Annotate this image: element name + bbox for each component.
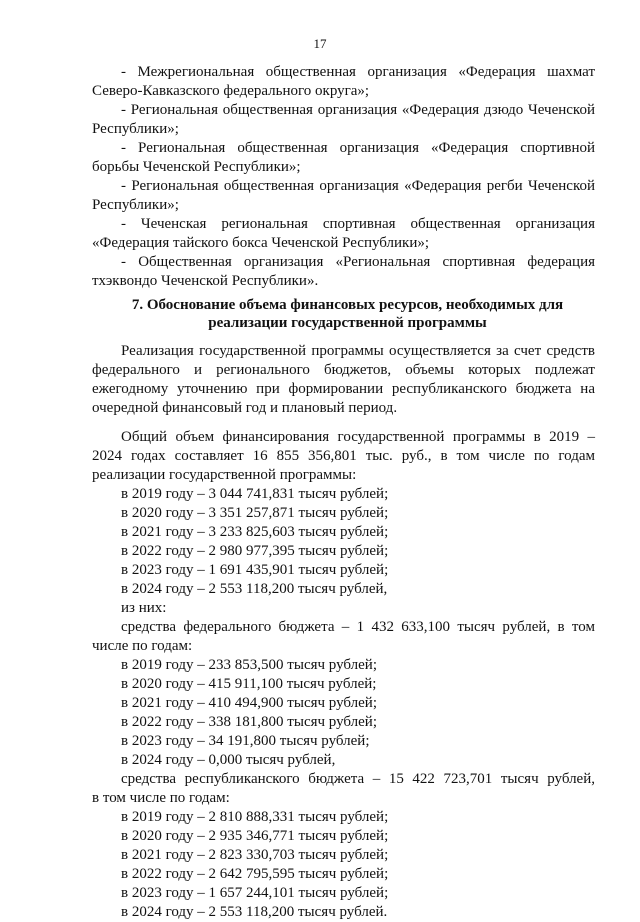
list-item: - Региональная общественная организация «Федерация дзюдо Чеченской <box>121 102 595 118</box>
federal-budget-intro <box>92 618 595 656</box>
list-item: в 2023 году – 34 191,800 тысяч рублей; <box>121 733 370 749</box>
paragraph-line: средства республиканского бюджета – 15 422 723,701 тысяч рублей, <box>121 771 595 787</box>
list-item: в 2019 году – 233 853,500 тысяч рублей; <box>121 657 377 673</box>
list-item: Республики»; <box>92 197 179 213</box>
list-item: в 2024 году – 0,000 тысяч рублей, <box>121 752 336 768</box>
list-item: - Общественная организация «Региональная спортивная федерация <box>121 254 595 270</box>
republic-budget-intro <box>92 770 595 808</box>
paragraph-line: федерального и регионального бюджетов, объемы которых подлежат <box>92 362 595 378</box>
section-heading-line: реализации государственной программы <box>208 315 487 331</box>
paragraph-line: в том числе по годам: <box>92 790 230 806</box>
paragraph-line: ежегодному уточнению при формировании республиканского бюджета на <box>92 381 595 397</box>
page-number: 17 <box>313 36 327 51</box>
section-heading <box>92 296 595 332</box>
paragraph-line: средства федерального бюджета – 1 432 633,100 тысяч рублей, в том <box>121 619 595 635</box>
list-item: в 2021 году – 410 494,900 тысяч рублей; <box>121 695 377 711</box>
list-item: в 2022 году – 338 181,800 тысяч рублей; <box>121 714 377 730</box>
list-item: в 2020 году – 2 935 346,771 тысяч рублей; <box>121 828 389 844</box>
list-item: Республики»; <box>92 121 179 137</box>
paragraph-total-funding <box>92 428 595 485</box>
list-item: в 2020 году – 415 911,100 тысяч рублей; <box>121 676 377 692</box>
list-item: в 2020 году – 3 351 257,871 тысяч рублей; <box>121 505 389 521</box>
paragraph-line: Общий объем финансирования государственной программы в 2019 – <box>121 429 595 445</box>
list-item: тхэквондо Чеченской Республики». <box>92 273 319 289</box>
list-item: в 2021 году – 2 823 330,703 тысяч рублей; <box>121 847 389 863</box>
total-by-year-list <box>92 485 595 618</box>
list-item: в 2022 году – 2 642 795,595 тысяч рублей; <box>121 866 389 882</box>
list-item: в 2019 году – 2 810 888,331 тысяч рублей; <box>121 809 389 825</box>
of-them-label: из них: <box>121 600 167 616</box>
list-item: - Региональная общественная организация «Федерация спортивной <box>121 140 595 156</box>
paragraph-line: 2024 годах составляет 16 855 356,801 тыс. руб., в том числе по годам <box>92 448 595 464</box>
paragraph-line: реализации государственной программы: <box>92 467 357 483</box>
paragraph-line: Реализация государственной программы осуществляется за счет средств <box>121 343 595 359</box>
list-item: в 2023 году – 1 657 244,101 тысяч рублей; <box>121 885 389 901</box>
list-item: в 2022 году – 2 980 977,395 тысяч рублей; <box>121 543 389 559</box>
paragraph-line: очередной финансовый год и плановый период. <box>92 400 398 416</box>
list-item: Северо-Кавказского федерального округа»; <box>92 83 370 99</box>
paragraph-line: числе по годам: <box>92 638 193 654</box>
section-heading-line: 7. Обоснование объема финансовых ресурсов, необходимых для <box>131 297 564 313</box>
federal-by-year-list <box>92 656 595 770</box>
list-item: в 2024 году – 2 553 118,200 тысяч рублей, <box>121 581 388 597</box>
list-item: в 2024 году – 2 553 118,200 тысяч рублей. <box>121 904 388 920</box>
organizations-list <box>92 63 595 291</box>
list-item: в 2023 году – 1 691 435,901 тысяч рублей; <box>121 562 389 578</box>
list-item: - Межрегиональная общественная организация «Федерация шахмат <box>121 64 595 80</box>
list-item: - Чеченская региональная спортивная общественная организация <box>121 216 595 232</box>
list-item: в 2019 году – 3 044 741,831 тысяч рублей; <box>121 486 389 502</box>
list-item: борьбы Чеченской Республики»; <box>92 159 301 175</box>
list-item: - Региональная общественная организация «Федерация регби Чеченской <box>121 178 595 194</box>
document-body <box>92 63 595 922</box>
paragraph-funding-source <box>92 342 595 418</box>
list-item: «Федерация тайского бокса Чеченской Республики»; <box>92 235 430 251</box>
list-item: в 2021 году – 3 233 825,603 тысяч рублей; <box>121 524 389 540</box>
